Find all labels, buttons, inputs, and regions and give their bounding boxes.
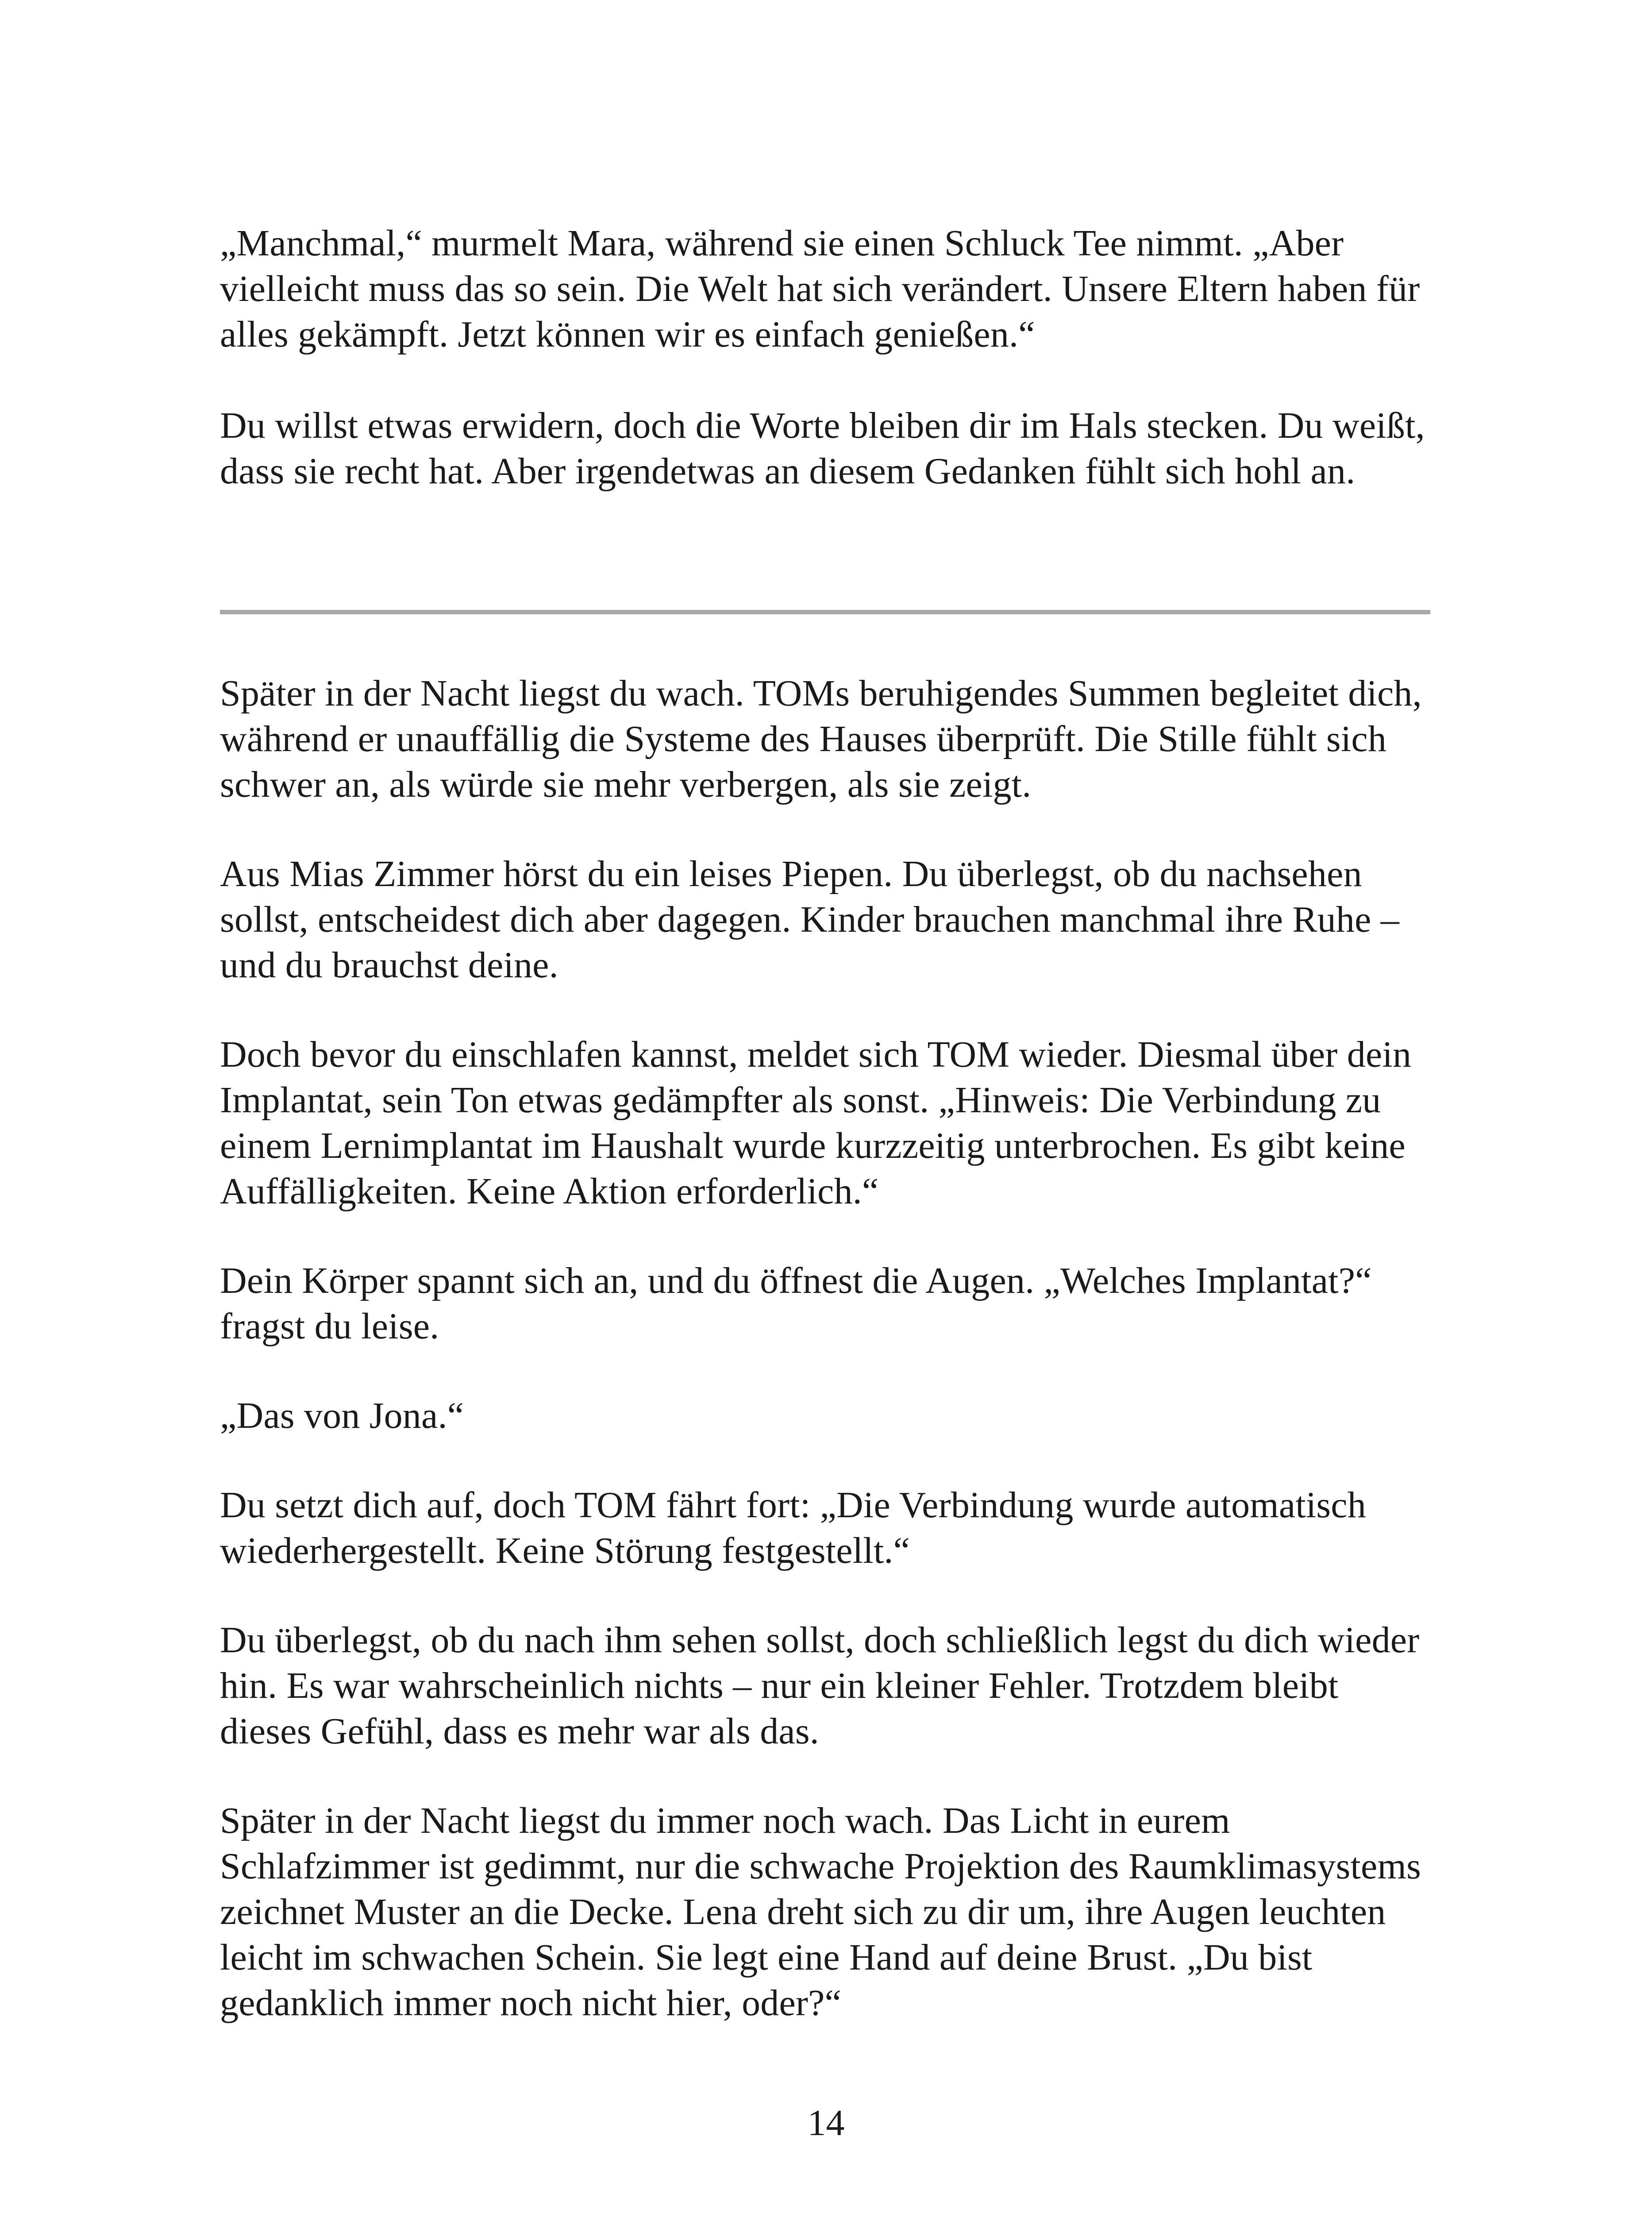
section-divider <box>220 610 1430 614</box>
paragraph: Dein Körper spannt sich an, und du öffnest die Augen. „Welches Implantat?“ fragst du leise. <box>220 1260 1372 1347</box>
paragraph: Später in der Nacht liegst du immer noch wach. Das Licht in eurem Schlafzimmer ist gedimmt, nur die schwache Projektion des Raumklimasystems zeichnet Muster an die Decke. Lena dreht sich zu dir um, ihre Augen leuchten leicht im schwachen Schein. Sie legt eine Hand auf deine Brust. „Du bist gedanklich immer noch nicht hier, oder?“ <box>220 1800 1421 2024</box>
paragraph: Du setzt dich auf, doch TOM fährt fort: „Die Verbindung wurde automatisch wiederhergestellt. Keine Störung festgestellt.“ <box>220 1484 1366 1571</box>
paragraph: Du willst etwas erwidern, doch die Worte bleiben dir im Hals stecken. Du weißt, dass sie recht hat. Aber irgendetwas an diesem Gedanken fühlt sich hohl an. <box>220 405 1425 492</box>
page-number: 14 <box>807 2102 845 2144</box>
paragraph: Doch bevor du einschlafen kannst, meldet sich TOM wieder. Diesmal über dein Implantat, sein Ton etwas gedämpfter als sonst. „Hinweis: Die Verbindung zu einem Lernimplantat im Haushalt wurde kurzzeitig unterbrochen. Es gibt keine Auffälligkeiten. Keine Aktion erforderlich.“ <box>220 1034 1412 1212</box>
text-block-bottom <box>220 671 1430 2026</box>
paragraph: „Manchmal,“ murmelt Mara, während sie einen Schluck Tee nimmt. „Aber vielleicht muss das so sein. Die Welt hat sich verändert. Unsere Eltern haben für alles gekämpft. Jetzt können wir es einfach genießen.“ <box>220 223 1420 355</box>
text-block-top <box>220 220 1430 494</box>
paragraph: Du überlegst, ob du nach ihm sehen sollst, doch schließlich legst du dich wieder hin. Es war wahrscheinlich nichts – nur ein kleiner Fehler. Trotzdem bleibt dieses Gefühl, dass es mehr war als das. <box>220 1619 1420 1752</box>
paragraph: Später in der Nacht liegst du wach. TOMs beruhigendes Summen begleitet dich, während er unauffällig die Systeme des Hauses überprüft. Die Stille fühlt sich schwer an, als würde sie mehr verbergen, als sie zeigt. <box>220 673 1422 805</box>
paragraph: Aus Mias Zimmer hörst du ein leises Piepen. Du überlegst, ob du nachsehen sollst, entscheidest dich aber dagegen. Kinder brauchen manchmal ihre Ruhe – und du brauchst deine. <box>220 853 1399 986</box>
paragraph: „Das von Jona.“ <box>220 1395 464 1436</box>
